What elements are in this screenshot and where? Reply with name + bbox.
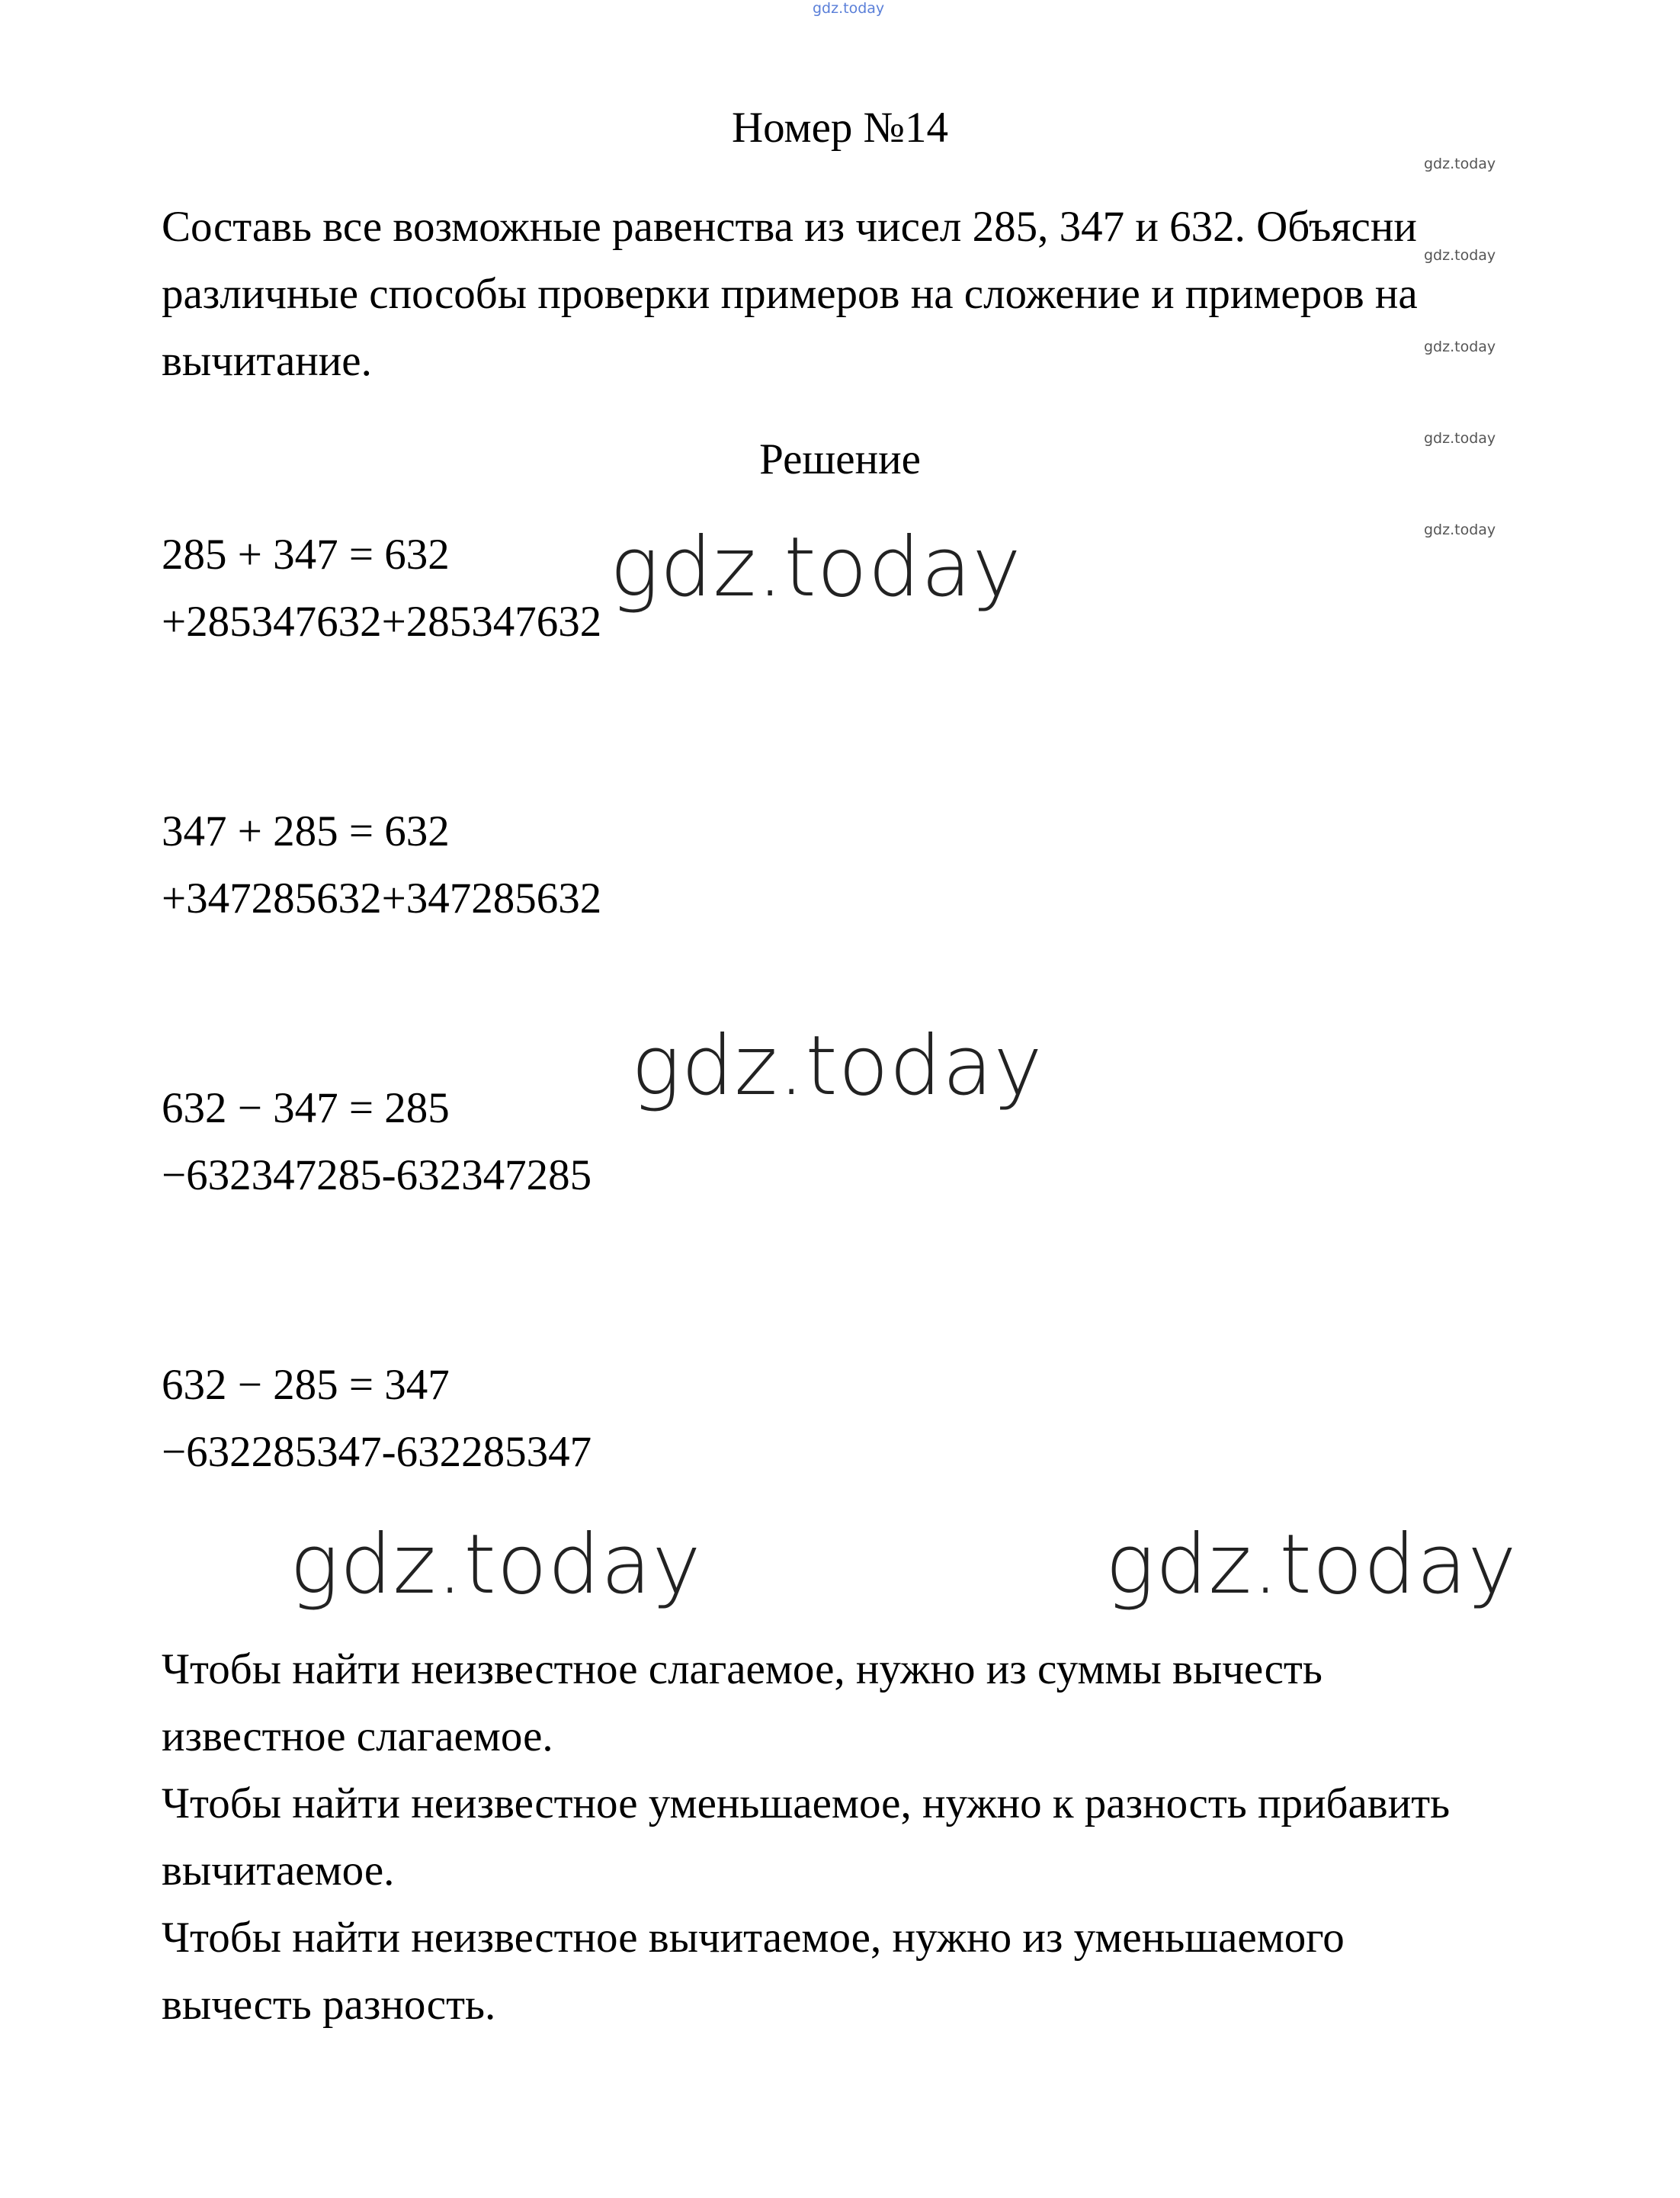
- top-watermark: gdz.today: [813, 0, 885, 17]
- equation: 632 − 347 = 285: [162, 1084, 450, 1132]
- small-watermark: gdz.today: [1424, 521, 1496, 538]
- small-watermark: gdz.today: [1424, 339, 1496, 355]
- task-line: Составь все возможные равенства из чисел 285, 347 и 632. Объясни: [162, 203, 1417, 251]
- small-watermark: gdz.today: [1424, 247, 1496, 264]
- rules-text: [162, 1636, 1450, 2039]
- rule-line: вычесть разность.: [162, 1981, 496, 2029]
- rule-line: Чтобы найти неизвестное уменьшаемое, нужно к разность прибавить: [162, 1779, 1451, 1827]
- equation: 285 + 347 = 632: [162, 531, 450, 579]
- big-watermark: gdz.today: [1105, 1517, 1518, 1612]
- big-watermark: gdz.today: [610, 520, 1022, 615]
- equation-check: −632285347-632285347: [162, 1428, 592, 1476]
- equation: 632 − 285 = 347: [162, 1361, 450, 1409]
- rule-line: Чтобы найти неизвестное вычитаемое, нужно из уменьшаемого: [162, 1914, 1345, 1962]
- small-watermark: gdz.today: [1424, 430, 1496, 447]
- task-text: [162, 194, 1418, 395]
- equation-check: +347285632+347285632: [162, 874, 602, 923]
- rule-line: известное слагаемое.: [162, 1712, 553, 1760]
- task-line: различные способы проверки примеров на сложение и примеров на: [162, 270, 1418, 318]
- equation: 347 + 285 = 632: [162, 807, 450, 855]
- equation-check: +285347632+285347632: [162, 598, 602, 646]
- big-watermark: gdz.today: [631, 1019, 1044, 1114]
- rule-line: Чтобы найти неизвестное слагаемое, нужно из суммы вычесть: [162, 1645, 1323, 1693]
- big-watermark: gdz.today: [290, 1517, 702, 1612]
- task-line: вычитание.: [162, 337, 372, 385]
- rule-line: вычитаемое.: [162, 1847, 395, 1895]
- solution-title: Решение: [759, 435, 921, 483]
- small-watermark: gdz.today: [1424, 156, 1496, 172]
- equation-check: −632347285-632347285: [162, 1151, 592, 1199]
- page-title: Номер №14: [731, 104, 949, 152]
